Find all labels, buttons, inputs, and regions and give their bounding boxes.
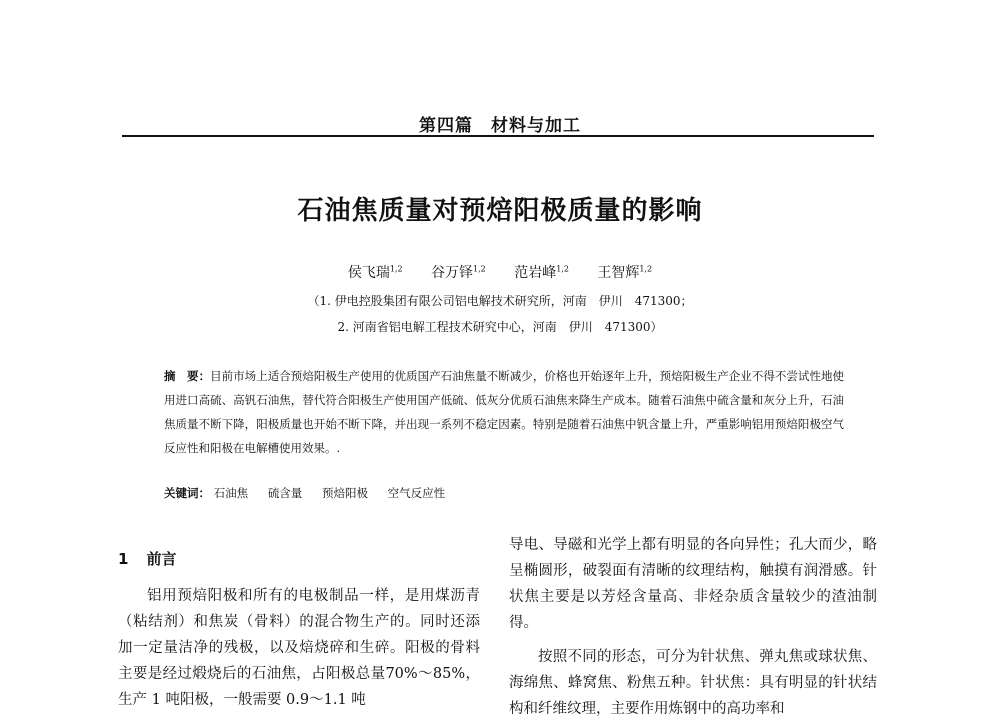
section-number: 1 (118, 550, 129, 568)
section-heading (118, 548, 176, 569)
paper-title: 石油焦质量对预焙阳极质量的影响 (297, 196, 703, 226)
author: 侯飞瑞$^{1,2}$ (347, 264, 403, 281)
header-rule (122, 135, 874, 137)
keywords (164, 485, 461, 501)
author: 谷万铎$^{1,2}$ (431, 264, 486, 281)
left-column (118, 583, 480, 713)
keyword: 预焙阳极 (321, 486, 368, 500)
abstract (164, 364, 844, 460)
keyword: 石油焦 (213, 486, 249, 500)
running-header: 第四篇 材料与加工 (419, 116, 581, 136)
author: 范岩峰$^{1,2}$ (514, 264, 569, 281)
section-title: 前言 (146, 550, 177, 568)
keyword: 空气反应性 (387, 486, 446, 500)
affiliation-2: 2. 河南省铝电解工程技术研究中心，河南 伊川 471300） (337, 320, 663, 334)
abstract-label: 摘 要： (164, 369, 211, 383)
author: 王智辉$^{1,2}$ (597, 264, 653, 281)
affiliation-1: （1. 伊电控股集团有限公司铝电解技术研究所，河南 伊川 471300； (307, 294, 693, 308)
body-paragraph: 按照不同的形态，可分为针状焦、弹丸焦或球状焦、海绵焦、蜂窝焦、粉焦五种。针状焦：具有明显的针状结构和纤维纹理，主要作用炼钢中的高功率和 (509, 649, 877, 717)
body-paragraph: 导电、导磁和光学上都有明显的各向异性；孔大而少，略呈椭圆形，破裂面有清晰的纹理结构，触摸有润滑感。针状焦主要是以芳烃含量高、非烃杂质含量较少的渣油制得。 (509, 537, 877, 631)
author-list (0, 262, 1000, 282)
right-column (509, 532, 877, 722)
keywords-label: 关键词： (164, 486, 210, 500)
keyword: 硫含量 (267, 486, 303, 500)
abstract-text: 目前市场上适合预焙阳极生产使用的优质国产石油焦量不断减少，价格也开始逐年上升，预焙阳极生产企业不得不尝试性地使用进口高硫、高钒石油焦，替代符合阳极生产使用国产低硫、低灰分优质石油焦来降生产成本。随着石油焦中硫含量和灰分上升，石油焦质量不断下降，阳极质量也开始不断下降，并出现一系列不稳定因素。特别是随着石油焦中钒含量上升，严重影响铝用预焙阳极空气反应性和阳极在电解槽使用效果。. (164, 369, 844, 455)
body-paragraph: 铝用预焙阳极和所有的电极制品一样，是用煤沥青（粘结剂）和焦炭（骨料）的混合物生产的。同时还添加一定量洁净的残极，以及焙烧碎和生碎。阳极的骨料主要是经过煅烧后的石油焦，占阳极总量70%～85%，生产 1 吨阳极，一般需要 0.9～1.1 吨 (118, 588, 480, 708)
